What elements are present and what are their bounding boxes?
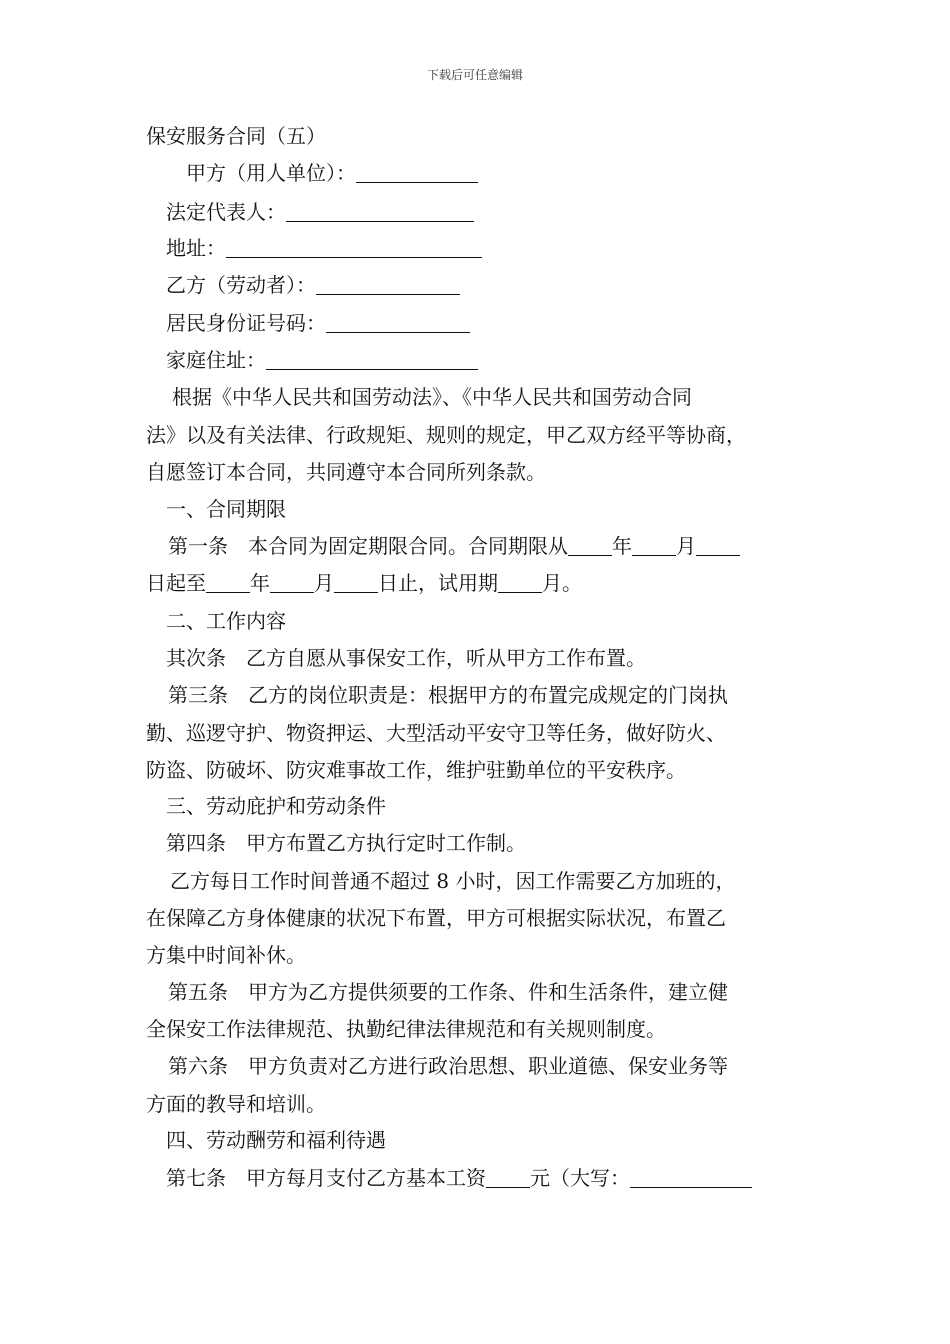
article-line: 其次条 乙方自愿从事保安工作，听从甲方工作布置。 [166,646,646,670]
paragraph-line: 自愿签订本合同，共同遵守本合同所列条款。 [146,460,546,484]
article-line: 第五条 甲方为乙方提供须要的工作条、件和生活条件，建立健 [168,980,728,1004]
start-month-blank[interactable] [632,535,676,556]
section-heading: 一、合同期限 [166,497,286,521]
legal-rep-line: 法定代表人： [146,200,836,224]
party-b-blank[interactable] [316,274,460,295]
article-line: 防盗、防破坏、防灾难事故工作，维护驻勤单位的平安秩序。 [146,758,686,782]
article-line: 全保安工作法律规范、执勤纪律法律规范和有关规则制度。 [146,1017,666,1041]
section-heading: 三、劳动庇护和劳动条件 [166,794,386,818]
address-blank[interactable] [226,237,482,258]
home-address-blank[interactable] [266,349,478,370]
article-line: 第三条 乙方的岗位职责是：根据甲方的布置完成规定的门岗执 [168,683,728,707]
start-day-blank[interactable] [696,535,740,556]
probation-months-blank[interactable] [498,572,542,593]
page-header: 下载后可任意编辑 [426,68,523,82]
end-month-blank[interactable] [270,572,314,593]
section-heading: 二、工作内容 [166,609,286,633]
article-line: 在保障乙方身体健康的状况下布置，甲方可根据实际状况，布置乙 [146,906,726,930]
article-line: 第六条 甲方负责对乙方进行政治思想、职业道德、保安业务等 [168,1054,728,1078]
article-line: 方面的教导和培训。 [146,1092,326,1116]
article-line: 第四条 甲方布置乙方执行定时工作制。 [166,831,526,855]
id-number-line: 居民身份证号码： [146,311,836,335]
article-line: 日起至 年 月 日止，试用期 月。 [146,571,582,595]
party-a-line: 甲方（用人单位）： [146,161,856,185]
paragraph-line: 根据《中华人民共和国劳动法》、《中华人民共和国劳动合同 [172,385,692,409]
legal-rep-blank[interactable] [286,201,474,222]
address-line: 地址： [146,236,836,260]
end-day-blank[interactable] [334,572,378,593]
section-heading: 四、劳动酬劳和福利待遇 [166,1128,386,1152]
party-b-line: 乙方（劳动者）： [146,273,836,297]
salary-in-words-blank[interactable] [630,1167,752,1188]
article-line: 乙方每日工作时间普通不超过 8 小时，因工作需要乙方加班的， [170,869,736,893]
paragraph-line: 法》以及有关法律、行政规矩、规则的规定，甲乙双方经平等协商， [146,423,746,447]
end-year-blank[interactable] [206,572,250,593]
party-a-blank[interactable] [356,162,478,183]
home-address-line: 家庭住址： [146,348,836,372]
start-year-blank[interactable] [568,535,612,556]
article-line: 勤、巡逻守护、物资押运、大型活动平安守卫等任务，做好防火、 [146,721,726,745]
article-line: 方集中时间补休。 [146,943,306,967]
base-salary-blank[interactable] [486,1167,530,1188]
id-number-blank[interactable] [326,312,470,333]
contract-title: 保安服务合同（五） [146,124,326,148]
article-line: 第七条 甲方每月支付乙方基本工资 元（大写： [146,1166,836,1190]
article-line: 第一条 本合同为固定期限合同。合同期限从 年 月 [146,534,838,558]
